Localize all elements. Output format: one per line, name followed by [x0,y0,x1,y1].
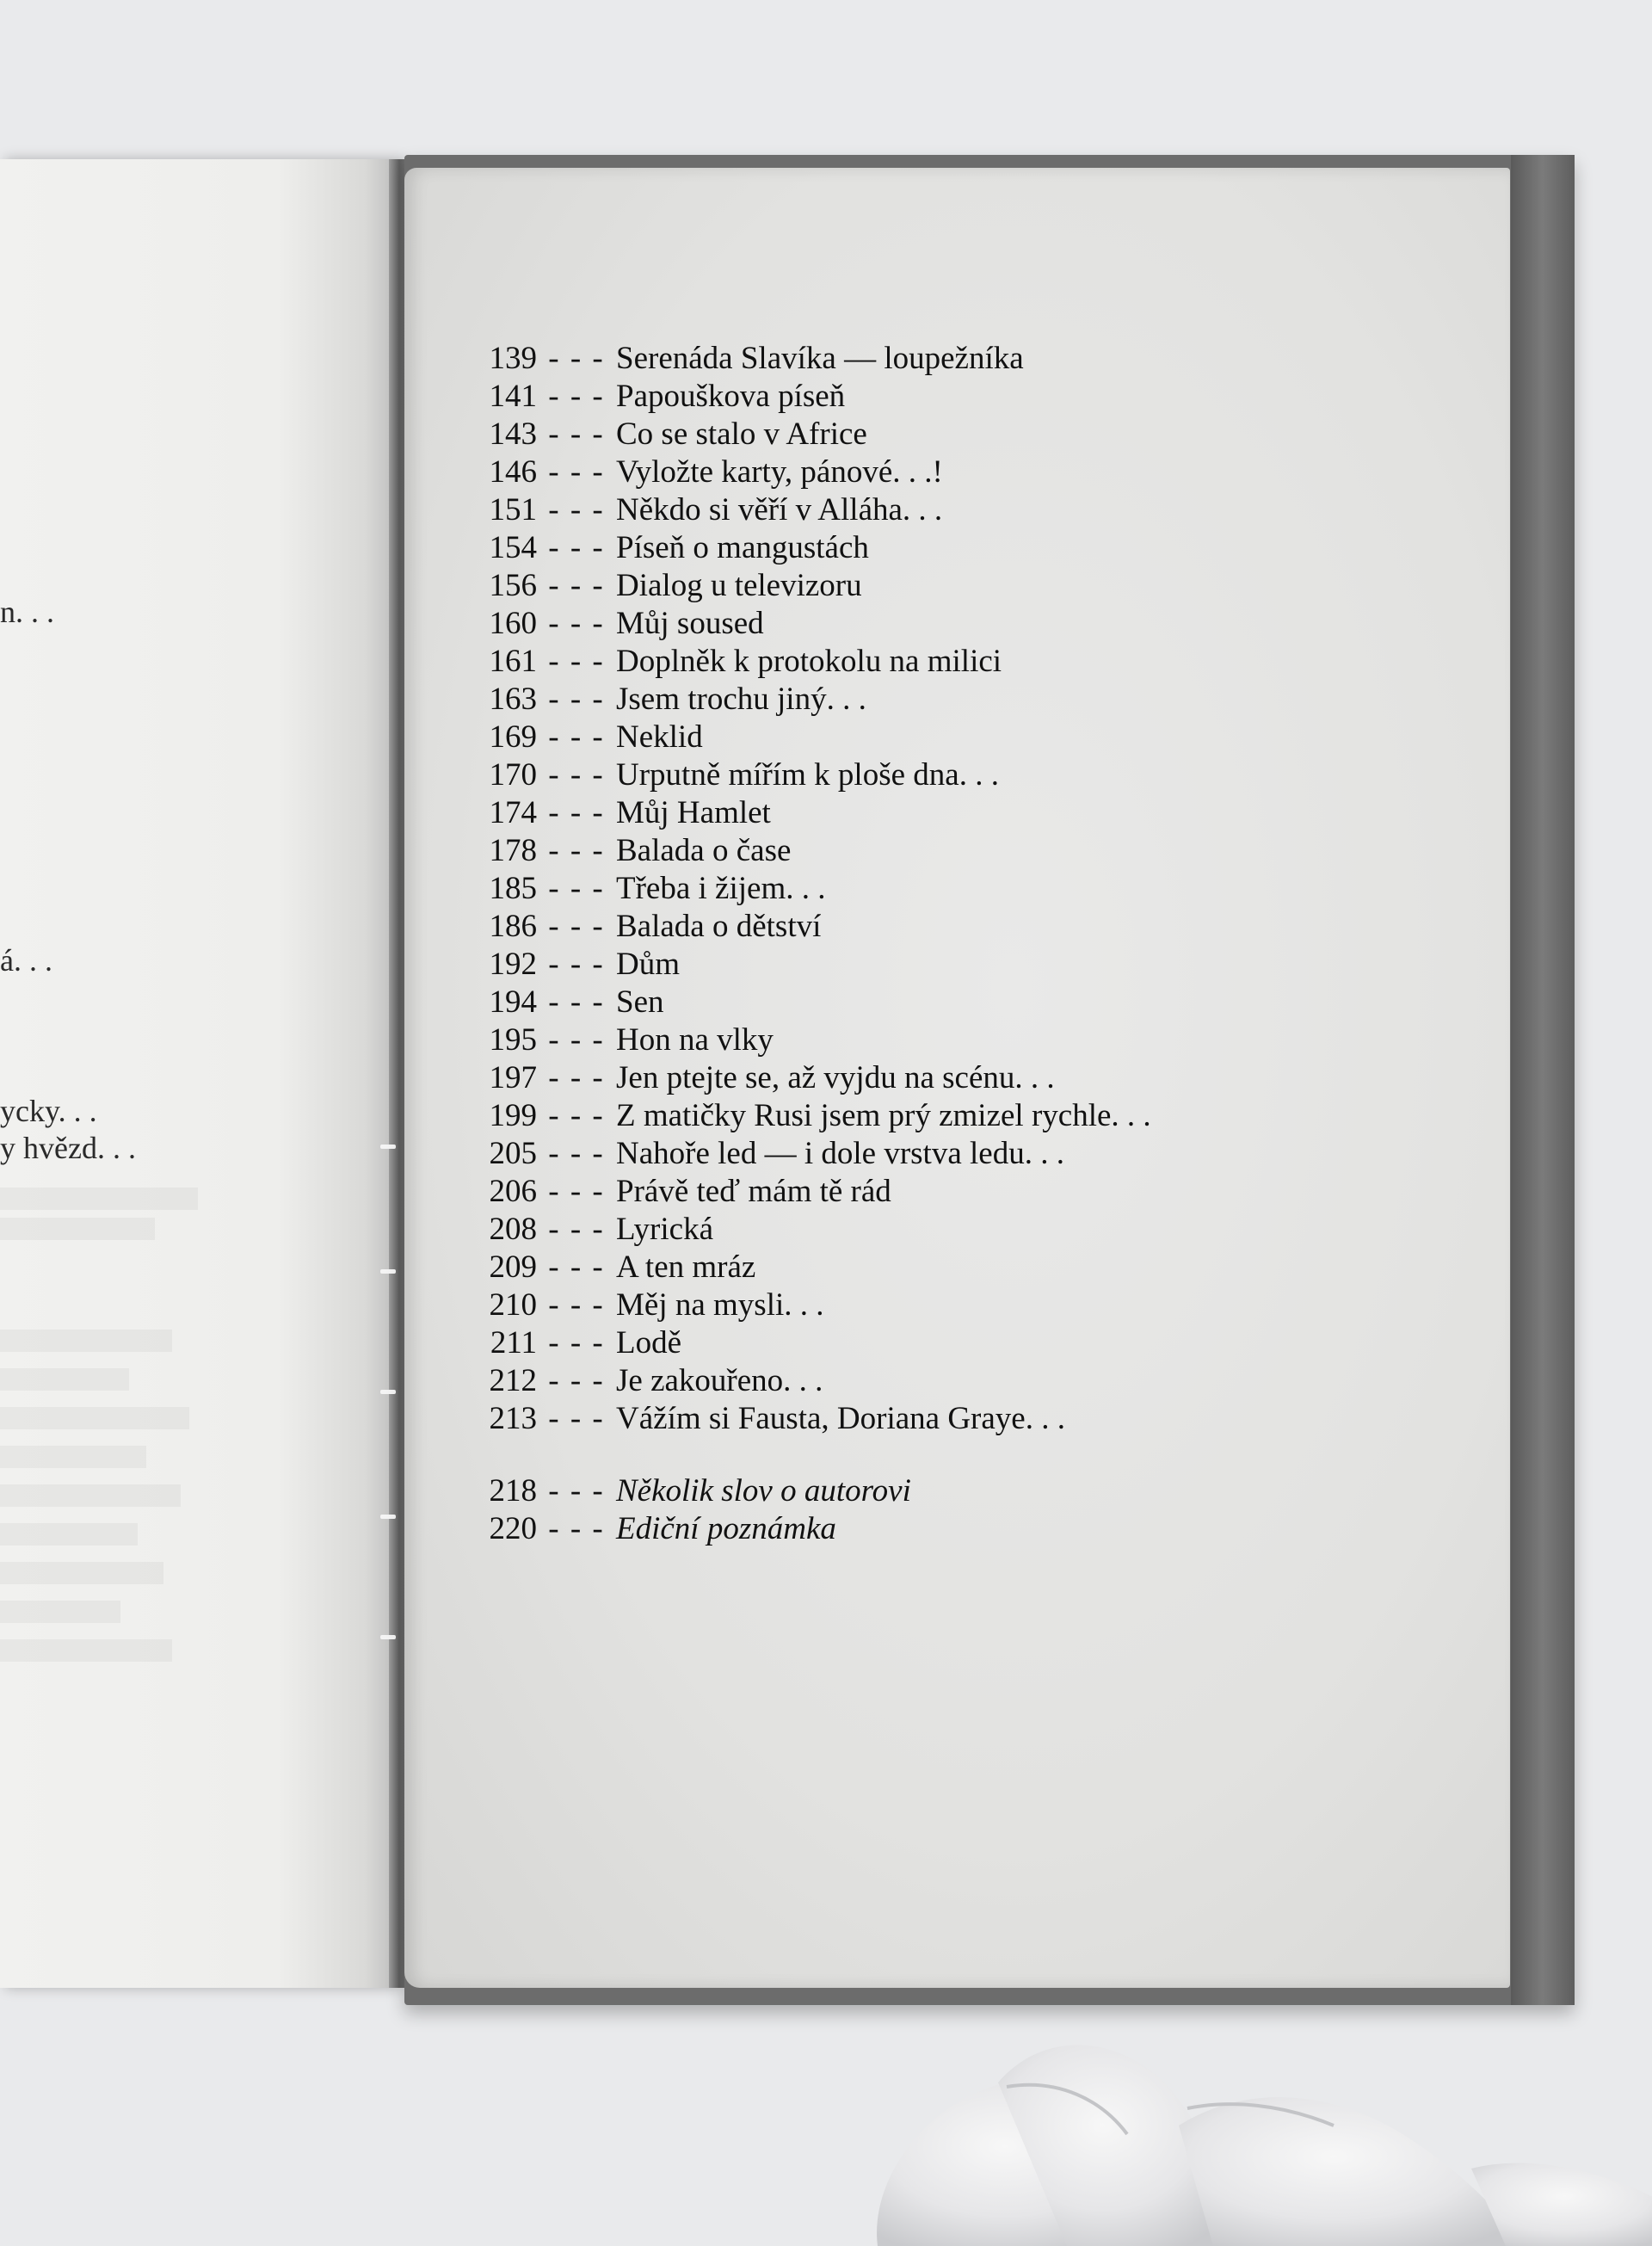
toc-entry-dots: - - - [548,1060,605,1095]
toc-entry-page: 192 [489,947,537,982]
toc-entry-dots: - - - [548,644,605,679]
toc-entry [482,908,1151,946]
toc-entry [482,1021,1151,1059]
toc-entry-title: Někdo si věří v Alláha. . . [616,492,943,528]
toc-entry-page: 186 [489,909,537,944]
toc-entry-page: 151 [489,492,537,528]
toc-entry [482,1510,1151,1548]
toc-entry-title: Ediční poznámka [616,1511,836,1546]
toc-entry [482,416,1151,454]
toc-entry-page: 141 [489,379,537,414]
toc-entry-dots: - - - [548,947,605,982]
toc-entry [482,1173,1151,1211]
toc-entry-dots: - - - [548,795,605,830]
toc-entry-page: 205 [489,1136,537,1171]
faint-text-line [0,1188,198,1210]
toc-entry-title: Co se stalo v Africe [616,416,867,452]
left-page-text-fragment: ycky. . . [0,1094,97,1128]
toc-entry-title: Neklid [616,719,703,755]
table-of-contents [482,340,1151,1548]
toc-entry-dots: - - - [548,1098,605,1133]
binding-stitch [380,1390,396,1394]
toc-entry-dots: - - - [548,719,605,755]
toc-entry-dots: - - - [548,1287,605,1323]
binding-stitch [380,1145,396,1149]
toc-entry-page: 156 [489,568,537,603]
toc-entry [482,529,1151,567]
binding-stitch [380,1515,396,1519]
faint-text-line [0,1601,120,1623]
toc-entry-dots: - - - [548,416,605,452]
toc-entry-dots: - - - [548,1363,605,1398]
toc-entry-page: 163 [489,682,537,717]
toc-entry [482,1287,1151,1324]
toc-entry-page: 208 [489,1212,537,1247]
toc-entry-page: 146 [489,454,537,490]
toc-entry-dots: - - - [548,1473,605,1509]
faint-text-line [0,1218,155,1240]
left-page-text-fragment: y hvězd. . . [0,1131,136,1165]
toc-entry-title: A ten mráz [616,1249,756,1285]
toc-entry-title: Doplněk k protokolu na milici [616,644,1002,679]
toc-entry-title: Lyrická [616,1212,714,1247]
faint-text-line [0,1368,129,1391]
toc-entry-dots: - - - [548,984,605,1020]
toc-entry [482,340,1151,378]
toc-entry-dots: - - - [548,1401,605,1436]
toc-gap [482,1438,1151,1472]
toc-entry-page: 161 [489,644,537,679]
toc-entry [482,719,1151,756]
toc-entry-page: 185 [489,871,537,906]
toc-entry-dots: - - - [548,833,605,868]
toc-entry-page: 220 [489,1511,537,1546]
toc-entry-dots: - - - [548,606,605,641]
toc-entry-dots: - - - [548,1249,605,1285]
toc-entry-title: Balada o dětství [616,909,822,944]
toc-entry-dots: - - - [548,530,605,565]
faint-text-line [0,1639,172,1662]
toc-entry [482,567,1151,605]
toc-entry [482,681,1151,719]
toc-entry-page: 213 [489,1401,537,1436]
toc-entry-dots: - - - [548,1022,605,1058]
toc-entry [482,1362,1151,1400]
gloved-hand [852,1902,1652,2246]
toc-entry-title: Vážím si Fausta, Doriana Graye. . . [616,1401,1065,1436]
toc-entry-dots: - - - [548,909,605,944]
toc-entry-page: 197 [489,1060,537,1095]
toc-entry [482,491,1151,529]
toc-entry [482,984,1151,1021]
toc-entry-page: 170 [489,757,537,793]
toc-entry-page: 209 [489,1249,537,1285]
toc-entry-page: 199 [489,1098,537,1133]
toc-entry-title: Nahoře led — i dole vrstva ledu. . . [616,1136,1064,1171]
toc-entry-page: 211 [490,1325,537,1361]
binding-stitch [380,1635,396,1639]
toc-entry-title: Urputně mířím k ploše dna. . . [616,757,999,793]
faint-text-line [0,1407,189,1429]
toc-entry-dots: - - - [548,379,605,414]
faint-text-line [0,1562,163,1584]
toc-entry-dots: - - - [548,871,605,906]
faint-text-line [0,1523,138,1546]
toc-entry-title: Papouškova píseň [616,379,846,414]
toc-entry-page: 160 [489,606,537,641]
toc-entry-dots: - - - [548,757,605,793]
toc-entry-title: Měj na mysli. . . [616,1287,824,1323]
toc-entry-dots: - - - [548,1212,605,1247]
toc-entry-title: Jen ptejte se, až vyjdu na scénu. . . [616,1060,1055,1095]
toc-entry-title: Hon na vlky [616,1022,774,1058]
toc-entry [482,1211,1151,1249]
toc-entry [482,832,1151,870]
toc-entry-title: Dům [616,947,680,982]
toc-entry [482,756,1151,794]
faint-text-line [0,1446,146,1468]
toc-entry-dots: - - - [548,1174,605,1209]
toc-entry-dots: - - - [548,454,605,490]
toc-entry-page: 212 [489,1363,537,1398]
toc-entry-title: Právě teď mám tě rád [616,1174,891,1209]
toc-entry [482,454,1151,491]
toc-entry-title: Vyložte karty, pánové. . .! [616,454,943,490]
toc-entry-title: Z matičky Rusi jsem prý zmizel rychle. . . [616,1098,1151,1133]
toc-entry-page: 143 [489,416,537,452]
faint-text-line [0,1484,181,1507]
toc-entry-page: 154 [489,530,537,565]
toc-entry [482,1472,1151,1510]
toc-entry [482,605,1151,643]
toc-entry [482,1249,1151,1287]
toc-entry-dots: - - - [548,492,605,528]
toc-entry-title: Dialog u televizoru [616,568,862,603]
toc-entry-page: 174 [489,795,537,830]
toc-entry-title: Píseň o mangustách [616,530,869,565]
toc-entry-title: Třeba i žijem. . . [616,871,826,906]
toc-entry [482,794,1151,832]
toc-entry-page: 169 [489,719,537,755]
toc-entry-dots: - - - [548,568,605,603]
toc-entry [482,870,1151,908]
toc-entry-title: Můj Hamlet [616,795,771,830]
toc-entry-title: Sen [616,984,664,1020]
toc-entry-page: 194 [489,984,537,1020]
toc-entry-title: Jsem trochu jiný. . . [616,682,866,717]
toc-entry-page: 139 [489,341,537,376]
cover-edge [1511,155,1575,2005]
toc-entry [482,1400,1151,1438]
left-page-text-fragment: n. . . [0,595,54,629]
toc-entry-page: 206 [489,1174,537,1209]
toc-entry-title: Balada o čase [616,833,792,868]
toc-entry-page: 210 [489,1287,537,1323]
toc-entry-page: 195 [489,1022,537,1058]
toc-entry-dots: - - - [548,1511,605,1546]
binding-stitch [380,1269,396,1274]
faint-text-line [0,1330,172,1352]
toc-entry [482,1097,1151,1135]
toc-entry [482,378,1151,416]
toc-entry-title: Serenáda Slavíka — loupežníka [616,341,1024,376]
toc-entry-title: Můj soused [616,606,764,641]
toc-entry-dots: - - - [548,341,605,376]
toc-entry-page: 178 [489,833,537,868]
left-page-text-fragment: á. . . [0,943,52,978]
left-page [0,159,398,1988]
toc-entry-dots: - - - [548,1325,605,1361]
toc-entry-title: Je zakouřeno. . . [616,1363,823,1398]
toc-entry-title: Několik slov o autorovi [616,1473,911,1509]
toc-entry-title: Lodě [616,1325,682,1361]
toc-entry [482,1135,1151,1173]
toc-entry-dots: - - - [548,682,605,717]
toc-entry-page: 218 [489,1473,537,1509]
toc-entry-dots: - - - [548,1136,605,1171]
toc-entry [482,1059,1151,1097]
toc-entry [482,1324,1151,1362]
toc-entry [482,643,1151,681]
toc-entry [482,946,1151,984]
